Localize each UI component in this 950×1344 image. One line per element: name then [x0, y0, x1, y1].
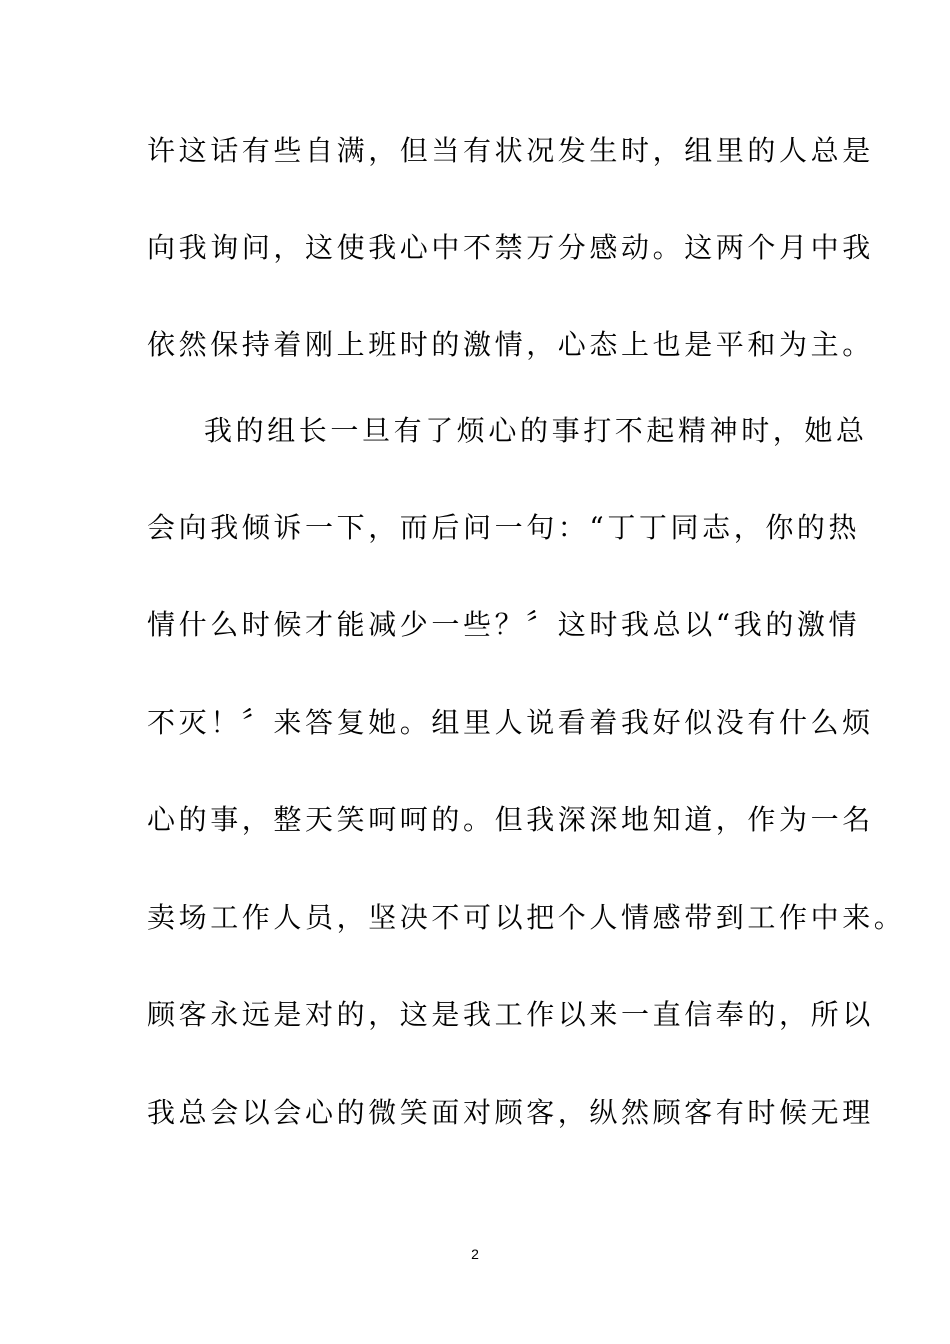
- text-line-10: 顾客永远是对的，这是我工作以来一直信奉的，所以: [147, 998, 874, 1031]
- text-line-3: 依然保持着刚上班时的激情，心态上也是平和为主。: [147, 328, 874, 361]
- text-line-6: 情什么时候才能减少一些？〞这时我总以“我的激情: [147, 608, 861, 641]
- text-line-5: 会向我倾诉一下，而后问一句：“丁丁同志，你的热: [147, 511, 861, 544]
- page-number: 2: [471, 1246, 479, 1262]
- text-line-8: 心的事，整天笑呵呵的。但我深深地知道，作为一名: [147, 803, 874, 836]
- text-line-2: 向我询问，这使我心中不禁万分感动。这两个月中我: [147, 231, 874, 264]
- text-line-4-paragraph-start: 我的组长一旦有了烦心的事打不起精神时，她总: [204, 414, 868, 447]
- text-line-7: 不灭！〞来答复她。组里人说看着我好似没有什么烦: [147, 706, 874, 739]
- text-line-11: 我总会以会心的微笑面对顾客，纵然顾客有时候无理: [147, 1096, 874, 1129]
- text-line-1: 许这话有些自满，但当有状况发生时，组里的人总是: [147, 134, 874, 167]
- text-line-9: 卖场工作人员，坚决不可以把个人情感带到工作中来。: [147, 901, 906, 934]
